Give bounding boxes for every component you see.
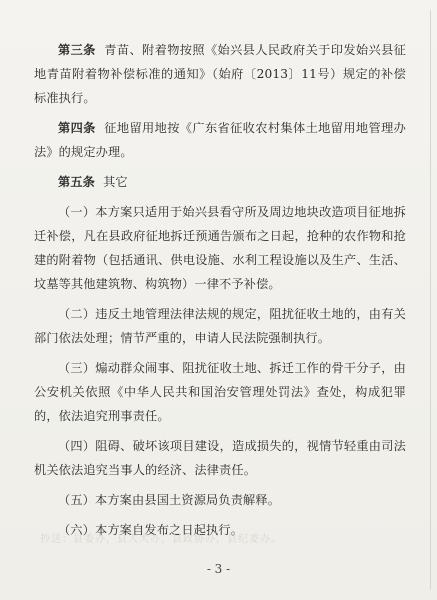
bleed-through-text: 抄送：县委办，县人大办，县政协办，县纪委办。	[40, 534, 282, 545]
list-item: （一）本方案只适用于始兴县看守所及周边地块改造项目征地拆迁补偿，凡在县政府征地拆迁预通告颁布之日起，抢种的农作物和抢建的附着物（包括通讯、供电设施、水利工程设施以及生产、生活、坟墓等其他建筑物、构筑物）一律不予补偿。	[34, 205, 406, 291]
article-3-title: 第三条	[58, 43, 96, 57]
list-item: （五）本方案由县国土资源局负责解释。	[58, 493, 281, 507]
page-edge	[430, 10, 431, 590]
article-4-title: 第四条	[58, 121, 96, 135]
article-5	[34, 170, 406, 194]
article-4-text: 征地留用地按《广东省征收农村集体土地留用地管理办法》的规定办理。	[34, 121, 406, 159]
article-3	[34, 38, 406, 110]
list-item: （四）阻碍、破坏该项目建设，造成损失的，视情节轻重由司法机关依法追究当事人的经济、法律责任。	[34, 439, 406, 477]
list-item: （六）本方案自发布之日起执行。	[58, 523, 244, 537]
article-3-text: 青苗、附着物按照《始兴县人民政府关于印发始兴县征地青苗附着物补偿标准的通知》（始府〔2013〕11号）规定的补偿标准执行。	[34, 43, 406, 105]
page-number: - 3 -	[206, 562, 231, 576]
article-5-heading: 其它	[103, 175, 128, 189]
article-4	[34, 116, 406, 164]
document-body	[34, 38, 406, 548]
list-item: （二）违反土地管理法律法规的规定，阻扰征收土地的，由有关部门依法处理；情节严重的，申请人民法院强制执行。	[34, 307, 406, 345]
article-5-title: 第五条	[58, 175, 96, 189]
list-item: （三）煽动群众闹事、阻扰征收土地、拆迁工作的骨干分子，由公安机关依照《中华人民共和国治安管理处罚法》查处，构成犯罪的，依法追究刑事责任。	[34, 361, 406, 423]
